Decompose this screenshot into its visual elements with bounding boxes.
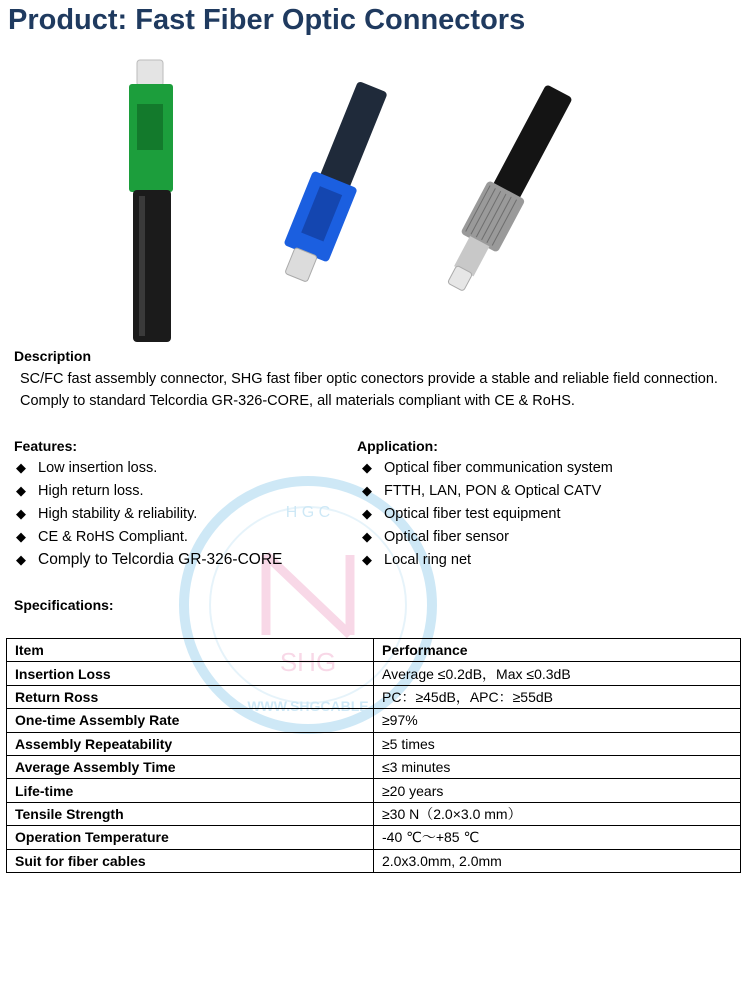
bullet-icon: ◆ (16, 551, 26, 567)
feature-item: ◆ High stability & reliability. (16, 505, 198, 522)
bullet-icon: ◆ (362, 460, 372, 476)
fc-connector-image (430, 78, 580, 318)
bullet-icon: ◆ (362, 505, 372, 521)
application-list (362, 457, 613, 571)
blue-connector-image (244, 78, 414, 308)
application-item: ◆ Optical fiber test equipment (362, 505, 561, 522)
column-header-performance: Performance (374, 639, 741, 662)
spec-item: Average Assembly Time (7, 755, 374, 778)
spec-item: Insertion Loss (7, 662, 374, 685)
application-heading: Application: (357, 438, 438, 454)
spec-value: ≥5 times (374, 732, 741, 755)
spec-value: ≥20 years (374, 779, 741, 802)
table-row (7, 826, 741, 849)
table-row (7, 779, 741, 802)
table-row (7, 685, 741, 708)
spec-item: Return Ross (7, 685, 374, 708)
page-title: Product: Fast Fiber Optic Connectors (8, 4, 526, 36)
table-row (7, 849, 741, 872)
spec-value: ≤3 minutes (374, 755, 741, 778)
spec-value: ≥97% (374, 709, 741, 732)
application-item: ◆ FTTH, LAN, PON & Optical CATV (362, 483, 602, 500)
table-row (7, 732, 741, 755)
bullet-icon: ◆ (362, 483, 372, 499)
spec-item: Tensile Strength (7, 802, 374, 825)
product-photos (0, 48, 748, 348)
specifications-heading: Specifications: (14, 597, 114, 613)
column-header-item: Item (7, 639, 374, 662)
bullet-icon: ◆ (362, 528, 372, 544)
watermark-brand: SHG (279, 647, 337, 677)
specifications-table (6, 638, 741, 873)
spec-item: One-time Assembly Rate (7, 709, 374, 732)
bullet-icon: ◆ (362, 551, 372, 567)
table-row (7, 662, 741, 685)
description-body: SC/FC fast assembly connector, SHG fast fiber optic conectors provide a stable and reliable field connection. Comply to standard Telcordia GR-326-CORE, all materials compliant with CE & RoHS. (20, 371, 718, 409)
watermark-letters: H G C (285, 504, 331, 521)
spec-item: Assembly Repeatability (7, 732, 374, 755)
features-list (16, 457, 282, 571)
application-item: ◆ Local ring net (362, 551, 472, 568)
application-item: ◆ Optical fiber communication system (362, 460, 613, 477)
spec-item: Operation Temperature (7, 826, 374, 849)
feature-item: ◆ CE & RoHS Compliant. (16, 528, 188, 545)
bullet-icon: ◆ (16, 528, 26, 544)
spec-value: 2.0x3.0mm, 2.0mm (374, 849, 741, 872)
feature-item: ◆ Low insertion loss. (16, 460, 158, 477)
application-item: ◆ Optical fiber sensor (362, 528, 509, 545)
description-heading: Description (14, 348, 92, 364)
table-row (7, 709, 741, 732)
spec-item: Life-time (7, 779, 374, 802)
green-connector-image (115, 56, 195, 346)
spec-item: Suit for fiber cables (7, 849, 374, 872)
feature-item: ◆ Comply to Telcordia GR-326-CORE (16, 550, 283, 568)
table-row (7, 802, 741, 825)
features-heading: Features: (14, 438, 78, 454)
table-header-row (7, 639, 741, 662)
spec-value: -40 ℃～+85 ℃ (374, 826, 741, 849)
bullet-icon: ◆ (16, 505, 26, 521)
spec-value: PC：≥45dB，APC：≥55dB (374, 685, 741, 708)
watermark-url: WWW.SHGCABLE (247, 698, 369, 714)
table-row (7, 755, 741, 778)
spec-value: Average ≤0.2dB，Max ≤0.3dB (374, 662, 741, 685)
feature-item: ◆ High return loss. (16, 483, 144, 500)
spec-value: ≥30 N（2.0×3.0 mm） (374, 802, 741, 825)
bullet-icon: ◆ (16, 483, 26, 499)
bullet-icon: ◆ (16, 460, 26, 476)
